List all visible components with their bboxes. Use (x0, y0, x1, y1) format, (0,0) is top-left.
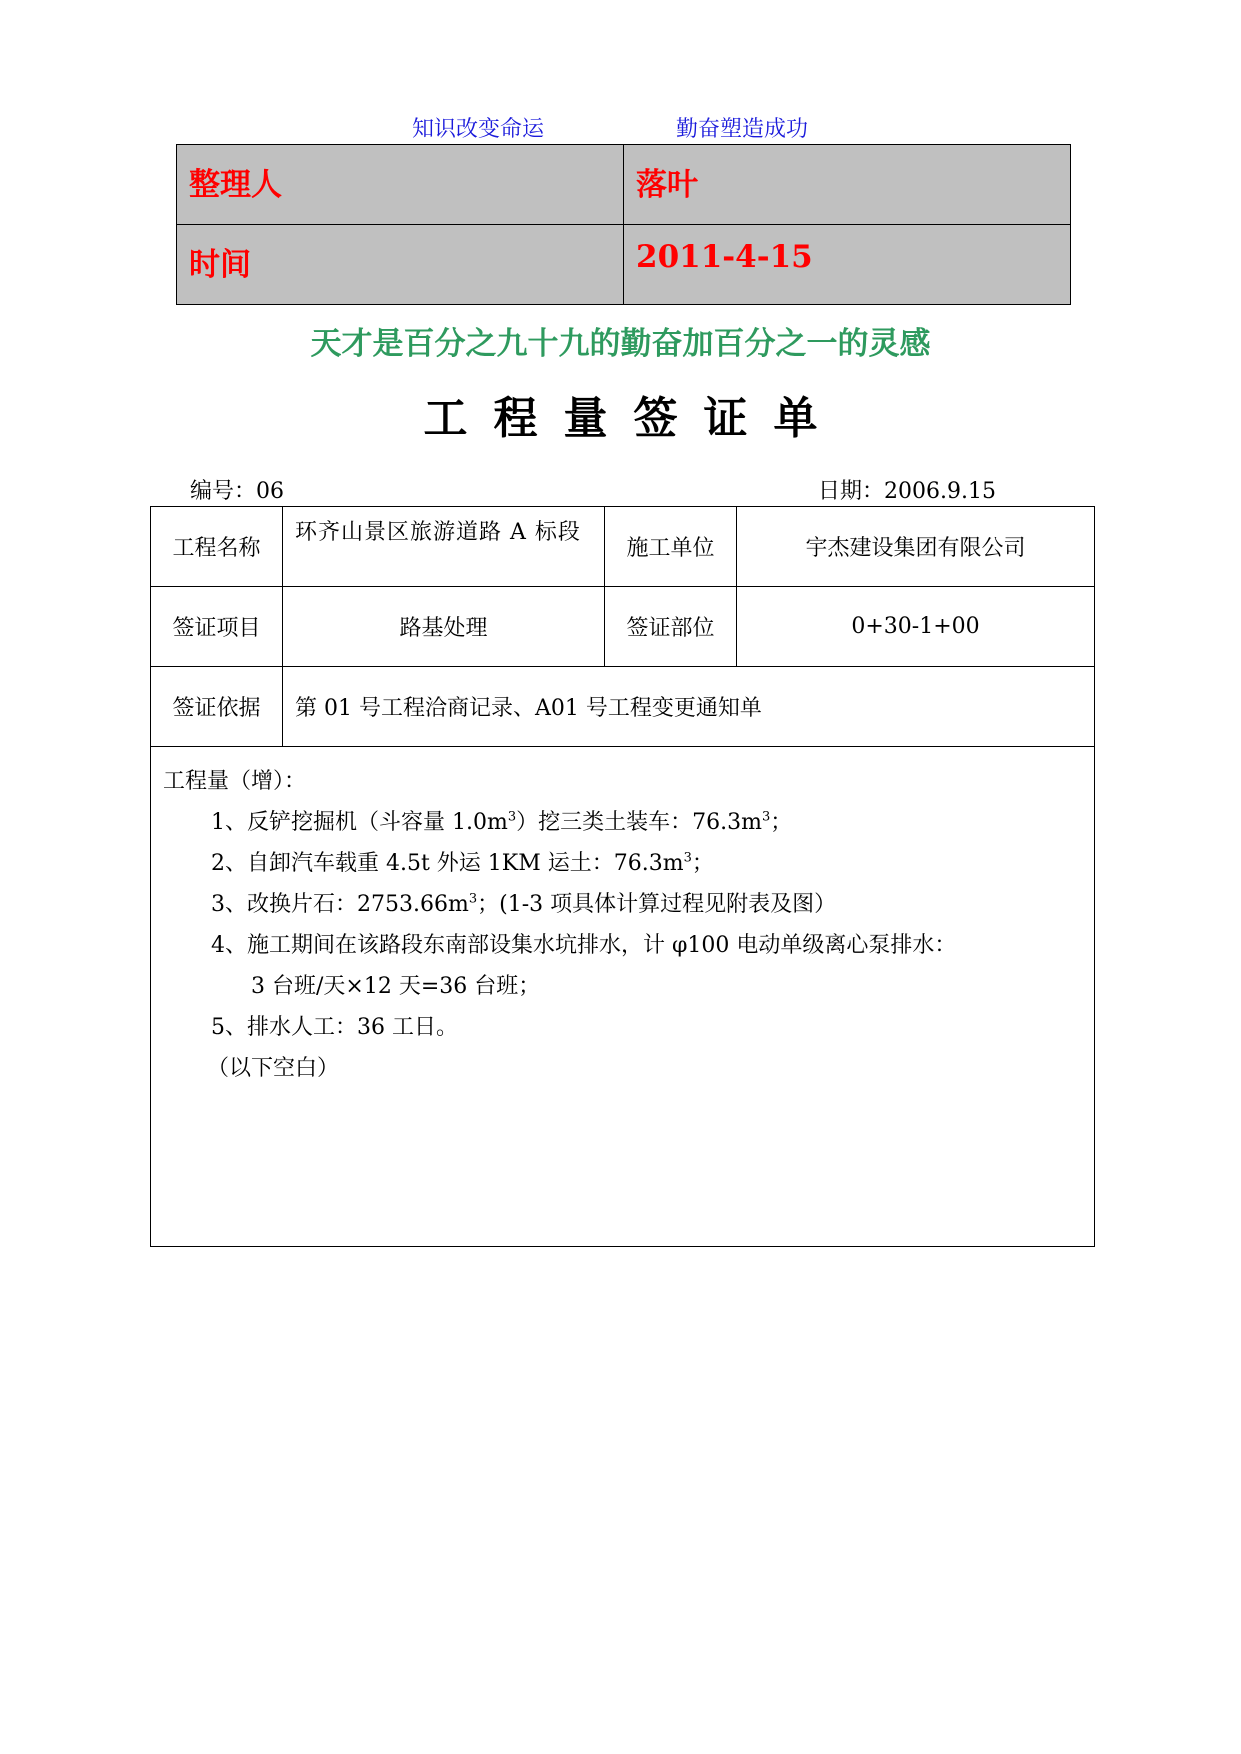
visa-location-value: 0+30-1+00 (737, 587, 1095, 667)
organizer-row (177, 145, 1071, 225)
quantity-cell (151, 747, 1095, 1247)
quantity-item-3: 3、改换片石：$2753.66m^3$；(1-3 项具体计算过程见附表及图） (211, 891, 837, 917)
time-label: 时间 (177, 225, 624, 305)
blank-note: （以下空白） (207, 1056, 340, 1081)
construction-unit-value: 宇杰建设集团有限公司 (737, 507, 1095, 587)
visa-form-table (150, 506, 1095, 1247)
time-row (177, 225, 1071, 305)
quantity-item-5: 5、排水人工：36 工日。 (211, 1015, 458, 1040)
project-name-value: 环齐山景区旅游道路 A 标段 (283, 507, 605, 587)
visa-basis-label: 签证依据 (151, 667, 283, 747)
quote: 天才是百分之九十九的勤奋加百分之一的灵感 (310, 326, 931, 362)
construction-unit-label: 施工单位 (605, 507, 737, 587)
organizer-label: 整理人 (177, 145, 624, 225)
document-number: 编号：06 (190, 479, 284, 504)
visa-location-label: 签证部位 (605, 587, 737, 667)
quantity-item-1: 1、反铲挖掘机（斗容量 $1.0m^3$）挖三类土装车：$76.3m^3$； (211, 809, 793, 835)
quantity-item-2: 2、自卸汽车载重 4.5t 外运 1KM 运土：$76.3m^3$； (211, 850, 714, 876)
visa-item-label: 签证项目 (151, 587, 283, 667)
document-date: 日期：2006.9.15 (818, 479, 996, 504)
project-row (151, 507, 1095, 587)
project-name-label: 工程名称 (151, 507, 283, 587)
motto-left: 知识改变命运 (412, 117, 545, 142)
quantity-item-4-continued: 3 台班/天×12 天=36 台班； (251, 974, 541, 999)
organizer-value: 落叶 (624, 145, 1071, 225)
time-value: 2011-4-15 (624, 225, 1071, 305)
document-title: 工程量签证单 (423, 393, 844, 444)
organizer-info-table (176, 144, 1071, 305)
quantity-item-4: 4、施工期间在该路段东南部设集水坑排水，计 φ100 电动单级离心泵排水： (211, 933, 957, 958)
quantity-heading: 工程量（增）： (163, 769, 307, 794)
visa-item-row (151, 587, 1095, 667)
visa-basis-row (151, 667, 1095, 747)
motto-right: 勤奋塑造成功 (676, 117, 809, 142)
visa-item-value: 路基处理 (283, 587, 605, 667)
visa-basis-value: 第 01 号工程洽商记录、A01 号工程变更通知单 (283, 667, 1095, 747)
quantity-row (151, 747, 1095, 1247)
